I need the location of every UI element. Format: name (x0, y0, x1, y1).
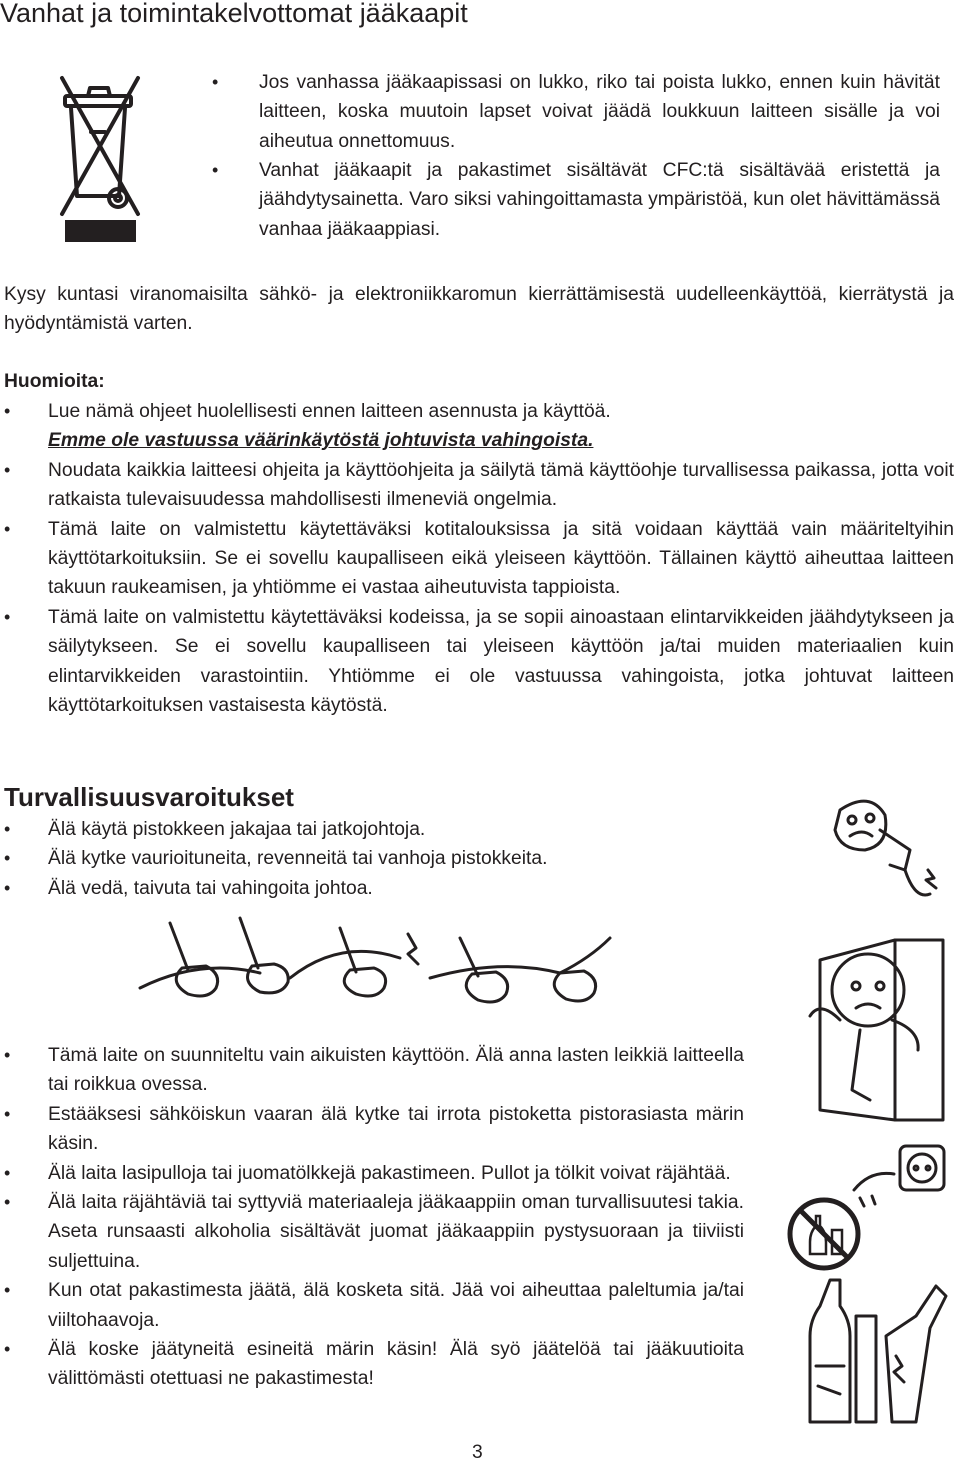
list-item-text: Älä käytä pistokkeen jakajaa tai jatkojohtoja. (48, 819, 426, 840)
notes-heading: Huomioita: (4, 371, 105, 392)
child-on-fridge-illustration (800, 920, 950, 1130)
list-item (212, 156, 940, 244)
bullet: • (4, 1103, 11, 1124)
disclaimer-text: Emme ole vastuussa väärinkäytöstä johtuvista vahingoista. (48, 430, 594, 452)
note-text: Tämä laite on valmistettu käytettäväksi kotitalouksissa ja sitä voidaan käyttää vain määriteltyihin käyttötarkoituksiin. Se ei sovellu kaupalliseen eikä yleiseen käyttöön. Tällainen käyttö aiheuttaa laitteen takuun raukeamisen, ja yhtiömme ei vastaa aiheutuvista tappioista. (48, 518, 954, 599)
list-item-text: Älä kytke vaurioituneita, revenneitä tai vanhoja pistokkeita. (48, 848, 548, 870)
safety-list-top (4, 815, 764, 903)
bullet: • (4, 1280, 11, 1301)
list-item (4, 1041, 744, 1100)
list-item (4, 397, 954, 456)
safety-list-bottom (4, 1041, 744, 1394)
bullet: • (4, 401, 11, 421)
plug-illustration (810, 790, 950, 910)
notes-list (4, 397, 954, 720)
list-item (4, 456, 954, 515)
list-item (4, 1276, 744, 1335)
wet-hand-socket-illustration (850, 1140, 950, 1210)
list-item-text: Älä laita räjähtäviä tai syttyviä materiaaleja jääkaappiin oman turvallisuutesi takia. Aseta runsaasti alkoholia sisältävät juomat jääkaappiin pystysuoraan ja tiiviisti suljettuina. (48, 1192, 744, 1272)
bullet: • (212, 72, 219, 92)
broken-bottles-illustration (796, 1276, 956, 1426)
note-text: Lue nämä ohjeet huolellisesti ennen laitteen asennusta ja käyttöä. (48, 401, 611, 422)
list-item-text: Älä laita lasipulloja tai juomatölkkejä pakastimeen. Pullot ja tölkit voivat räjähtää. (48, 1162, 731, 1184)
list-item-text: Kun otat pakastimesta jäätä, älä kosketa sitä. Jää voi aiheuttaa paleltumia ja/tai viiltohaavoja. (48, 1280, 744, 1331)
list-item-text: Tämä laite on suunniteltu vain aikuisten käyttöön. Älä anna lasten leikkiä laitteella tai roikkua ovessa. (48, 1045, 744, 1096)
bullet: • (4, 606, 11, 627)
bullet: • (212, 160, 219, 180)
bullet: • (4, 819, 11, 839)
bullet: • (4, 459, 11, 480)
list-item (4, 874, 764, 903)
bullet: • (4, 877, 11, 898)
bullet: • (4, 1162, 11, 1183)
crossed-out-bin-icon (60, 72, 140, 244)
list-item (4, 815, 764, 844)
bullet: • (4, 1192, 11, 1213)
page-title: Vanhat ja toimintakelvottomat jääkaapit (0, 0, 468, 28)
no-bottles-icon (786, 1196, 862, 1272)
list-item (4, 844, 764, 873)
list-item (4, 1188, 744, 1276)
note-text: Tämä laite on valmistettu käytettäväksi kodeissa, ja se sopii ainoastaan elintarvikkeiden jäähdytykseen ja säilytykseen. Se ei sovellu kaupalliseen tai yleiseen käyttöön ja/tai muiden materiaalien kuin elintarvikkeiden varastointiin. Yhtiömme ei ole vastuussa vahingoista, jotka johtuvat laitteen käyttötarkoituksen vastaisesta käytöstä. (48, 606, 954, 717)
list-item-text: Jos vanhassa jääkaapissasi on lukko, riko tai poista lukko, ennen kuin hävität laitteen, koska muutoin lapset voivat jäädä loukkuun laitteen sisälle ja voi aiheutua onnettomuus. (259, 72, 940, 152)
list-item-text: Älä koske jäätyneitä esineitä märin käsin! Älä syö jäätelöä tai jääkuutioita välittömästi otettuasi ne pakastimesta! (48, 1339, 744, 1390)
list-item-text: Vanhat jääkaapit ja pakastimet sisältävät CFC:tä sisältävää eristettä ja jäähdytysainetta. Varo siksi vahingoittamasta ympäristöä, kun olet hävittämässä vanhaa jääkaappiasi. (259, 160, 940, 240)
hands-pulling-cord-illustration (140, 918, 620, 1026)
bullet: • (4, 1045, 11, 1065)
safety-heading: Turvallisuusvaroitukset (4, 782, 294, 812)
page-number: 3 (472, 1442, 483, 1463)
list-item (4, 1100, 744, 1159)
list-item (4, 1159, 744, 1188)
bullet: • (4, 518, 11, 539)
recycling-paragraph: Kysy kuntasi viranomaisilta sähkö- ja elektroniikkaromun kierrättämisestä uudelleenkäyttöä, kierrätystä ja hyödyntämistä varten. (4, 284, 954, 335)
list-item (4, 515, 954, 603)
list-item (4, 603, 954, 721)
list-item-text: Älä vedä, taivuta tai vahingoita johtoa. (48, 877, 373, 899)
bullet: • (4, 848, 11, 869)
list-item (212, 68, 940, 156)
note-text: Noudata kaikkia laitteesi ohjeita ja käyttöohjeita ja säilytä tämä käyttöohje turvallisessa paikassa, jotta voit ratkaista tulevaisuudessa mahdollisesti ilmeneviä ongelmia. (48, 459, 954, 511)
list-item-text: Estääksesi sähköiskun vaaran älä kytke tai irrota pistoketta pistorasiasta märin käsin. (48, 1103, 744, 1155)
bullet: • (4, 1339, 11, 1360)
list-item (4, 1335, 744, 1394)
